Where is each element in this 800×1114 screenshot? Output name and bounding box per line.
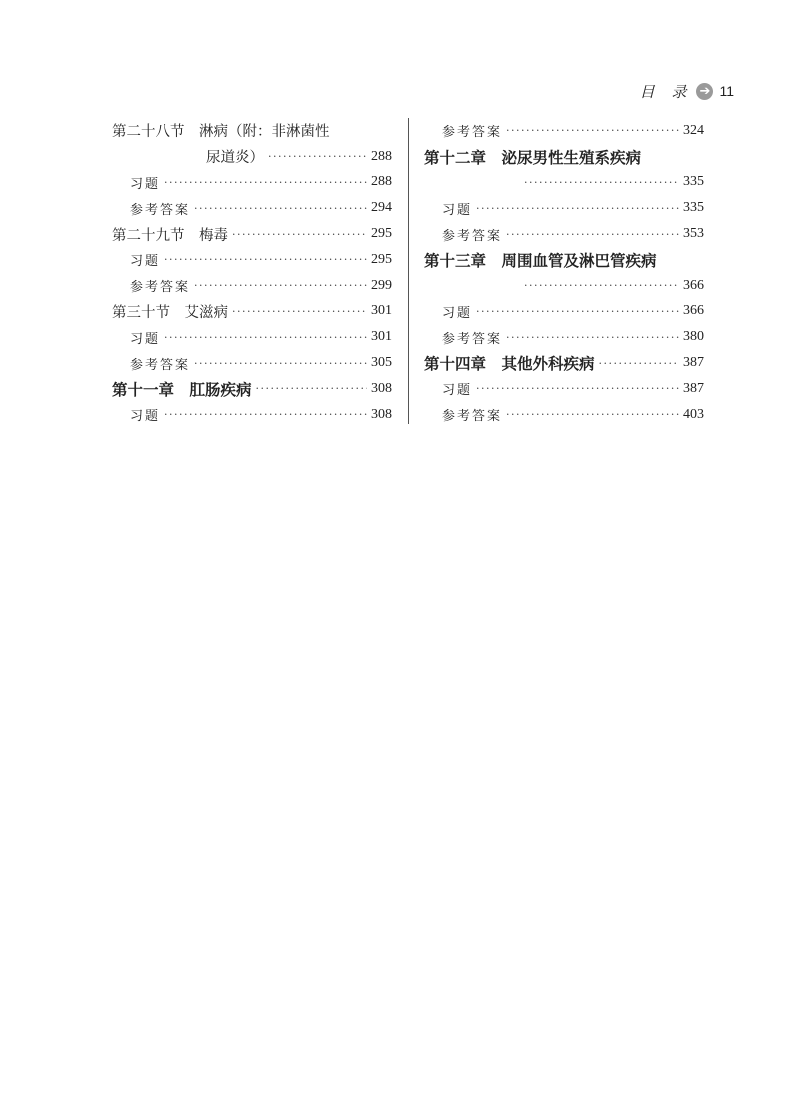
toc-entry-title: 第十三章 周围血管及淋巴管疾病 (424, 251, 657, 270)
toc-entry[interactable] (424, 247, 704, 273)
toc-entry-title: 参考答案 (130, 202, 191, 218)
toc-entry[interactable] (112, 402, 392, 428)
toc-left-column (112, 118, 392, 428)
toc-entry-page: 301 (371, 329, 392, 345)
toc-entry-title: 习题 (442, 305, 473, 321)
toc-entry-title: 第二十八节 淋病（附：非淋菌性 (112, 124, 330, 141)
toc-entry-title: 习题 (130, 331, 161, 347)
toc-entry-page: 387 (683, 380, 704, 396)
arrow-right-icon: ➔ (696, 83, 713, 100)
toc-entry-page: 288 (371, 148, 392, 164)
toc-entry-page: 295 (371, 251, 392, 267)
toc-entry[interactable] (112, 247, 392, 273)
toc-entry-page: 301 (371, 303, 392, 319)
toc-entry[interactable] (112, 324, 392, 350)
toc-entry[interactable] (424, 118, 704, 144)
toc-entry-title: 参考答案 (442, 331, 503, 347)
dot-leader (506, 331, 679, 344)
toc-entry-title: 第十一章 肛肠疾病 (112, 380, 252, 399)
dot-leader (506, 124, 679, 137)
toc-entry[interactable] (112, 170, 392, 196)
toc-entry-page: 305 (371, 355, 392, 371)
toc-entry-title: 习题 (130, 254, 161, 270)
toc-entry-title: 第十二章 泌尿男性生殖系疾病 (424, 148, 642, 167)
toc-entry[interactable] (112, 195, 392, 221)
dot-leader (476, 202, 679, 215)
toc-entry-page: 387 (683, 355, 704, 371)
toc-right-column (424, 118, 704, 428)
toc-entry[interactable] (424, 402, 704, 428)
toc-entry-title: 参考答案 (442, 409, 503, 425)
toc-entry[interactable] (112, 118, 392, 144)
toc-entry[interactable] (424, 273, 704, 299)
toc-entry[interactable] (424, 324, 704, 350)
toc-entry-title: 习题 (130, 409, 161, 425)
toc-entry-title: 参考答案 (442, 125, 503, 141)
toc-entry-page: 299 (371, 277, 392, 293)
dot-leader (232, 305, 367, 318)
toc-entry[interactable] (424, 170, 704, 196)
toc-entry[interactable] (112, 144, 392, 170)
toc-entry-title: 第二十九节 梅毒 (112, 227, 228, 244)
toc-entry-title: 第三十节 艾滋病 (112, 304, 228, 321)
toc-entry-page: 324 (683, 122, 704, 138)
toc-entry-page: 288 (371, 174, 392, 190)
toc-entry[interactable] (112, 350, 392, 376)
toc-entry-title: 第十四章 其他外科疾病 (424, 355, 595, 374)
toc-entry[interactable] (424, 299, 704, 325)
dot-leader (164, 253, 367, 266)
toc-entry[interactable] (112, 273, 392, 299)
toc-entry-page: 308 (371, 406, 392, 422)
toc-entry-title: 习题 (130, 176, 161, 192)
toc-entry-title: 习题 (442, 202, 473, 218)
dot-leader (506, 408, 679, 421)
toc-entry-page: 308 (371, 380, 392, 396)
dot-leader (164, 408, 367, 421)
page-header (640, 80, 734, 102)
dot-leader (194, 279, 367, 292)
toc-entry[interactable] (112, 221, 392, 247)
dot-leader (524, 176, 679, 189)
dot-leader (164, 176, 367, 189)
toc-entry-title: 参考答案 (442, 228, 503, 244)
header-page-number: 11 (719, 83, 734, 99)
header-title: 目 录 (639, 82, 693, 101)
toc-entry[interactable] (424, 195, 704, 221)
toc-entry-page: 335 (683, 200, 704, 216)
toc-entry-page: 366 (683, 277, 704, 293)
toc-entry-title: 参考答案 (130, 280, 191, 296)
dot-leader (599, 357, 679, 370)
toc-entry[interactable] (424, 350, 704, 376)
dot-leader (476, 382, 679, 395)
toc-entry-page: 380 (683, 329, 704, 345)
dot-leader (232, 228, 367, 241)
toc-entry[interactable] (112, 299, 392, 325)
dot-leader (268, 150, 367, 163)
toc-entry[interactable] (424, 221, 704, 247)
toc-entry-title: 尿道炎） (206, 150, 264, 167)
dot-leader (194, 357, 367, 370)
toc-entry-title: 习题 (442, 383, 473, 399)
toc-entry-title: 参考答案 (130, 357, 191, 373)
toc-entry-page: 353 (683, 226, 704, 242)
toc-entry[interactable] (112, 376, 392, 402)
toc-entry-page: 403 (683, 406, 704, 422)
toc-entry[interactable] (424, 144, 704, 170)
column-divider (408, 118, 409, 424)
toc-entry-page: 335 (683, 174, 704, 190)
toc-entry[interactable] (424, 376, 704, 402)
dot-leader (506, 228, 679, 241)
dot-leader (256, 382, 367, 395)
toc-entry-page: 294 (371, 200, 392, 216)
toc-entry-page: 366 (683, 303, 704, 319)
dot-leader (476, 305, 679, 318)
dot-leader (194, 202, 367, 215)
dot-leader (164, 331, 367, 344)
toc-entry-page: 295 (371, 226, 392, 242)
dot-leader (524, 279, 679, 292)
